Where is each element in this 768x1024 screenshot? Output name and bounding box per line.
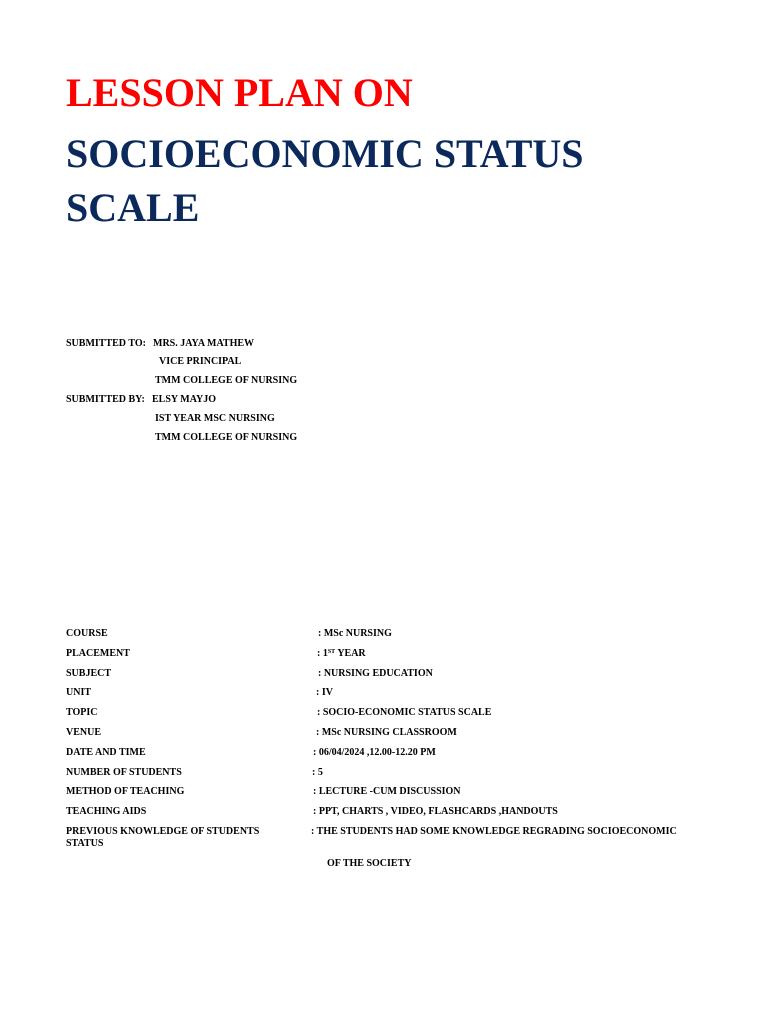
course-value: : MSc NURSING	[318, 628, 392, 639]
number-of-students-label: NUMBER OF STUDENTS	[66, 767, 182, 778]
subject-value: : NURSING EDUCATION	[318, 668, 433, 679]
previous-knowledge-value: : THE STUDENTS HAD SOME KNOWLEDGE REGRADING SOCIOECONOMIC	[311, 826, 677, 837]
title-line-2: SOCIOECONOMIC STATUS	[66, 131, 584, 176]
submitted-by-designation: IST YEAR MSC NURSING	[155, 413, 275, 424]
venue-value: : MSc NURSING CLASSROOM	[316, 727, 457, 738]
submitted-by-label: SUBMITTED BY:	[66, 394, 145, 405]
course-label: COURSE	[66, 628, 108, 639]
submitted-by-name: ELSY MAYJO	[152, 394, 216, 405]
subject-label: SUBJECT	[66, 668, 112, 679]
submitted-to-label: SUBMITTED TO:	[66, 338, 146, 349]
unit-label: UNIT	[66, 687, 92, 698]
title-line-1: LESSON PLAN ON	[66, 70, 413, 115]
date-time-label: DATE AND TIME	[66, 747, 146, 758]
topic-value: : SOCIO-ECONOMIC STATUS SCALE	[317, 707, 492, 718]
venue-label: VENUE	[66, 727, 102, 738]
submitted-to-institution: TMM COLLEGE OF NURSING	[155, 375, 298, 386]
number-of-students-value: : 5	[312, 767, 323, 778]
previous-knowledge-label: PREVIOUS KNOWLEDGE OF STUDENTS	[66, 826, 260, 837]
teaching-aids-label: TEACHING AIDS	[66, 806, 147, 817]
previous-knowledge-value-continued: OF THE SOCIETY	[327, 858, 412, 869]
date-time-value: : 06/04/2024 ,12.00-12.20 PM	[313, 747, 436, 758]
unit-value: : IV	[316, 687, 333, 698]
topic-label: TOPIC	[66, 707, 98, 718]
teaching-aids-value: : PPT, CHARTS , VIDEO, FLASHCARDS ,HANDOUTS	[313, 806, 558, 817]
placement-value: : 1ST YEAR	[317, 648, 366, 659]
method-of-teaching-value: : LECTURE -CUM DISCUSSION	[313, 786, 461, 797]
method-of-teaching-label: METHOD OF TEACHING	[66, 786, 185, 797]
previous-knowledge-label-continued: STATUS	[66, 838, 104, 849]
submitted-to-name: MRS. JAYA MATHEW	[153, 338, 255, 349]
submitted-by-institution: TMM COLLEGE OF NURSING	[155, 432, 298, 443]
placement-label: PLACEMENT	[66, 648, 130, 659]
title-line-3: SCALE	[66, 185, 200, 230]
submitted-to-designation: VICE PRINCIPAL	[159, 356, 242, 367]
